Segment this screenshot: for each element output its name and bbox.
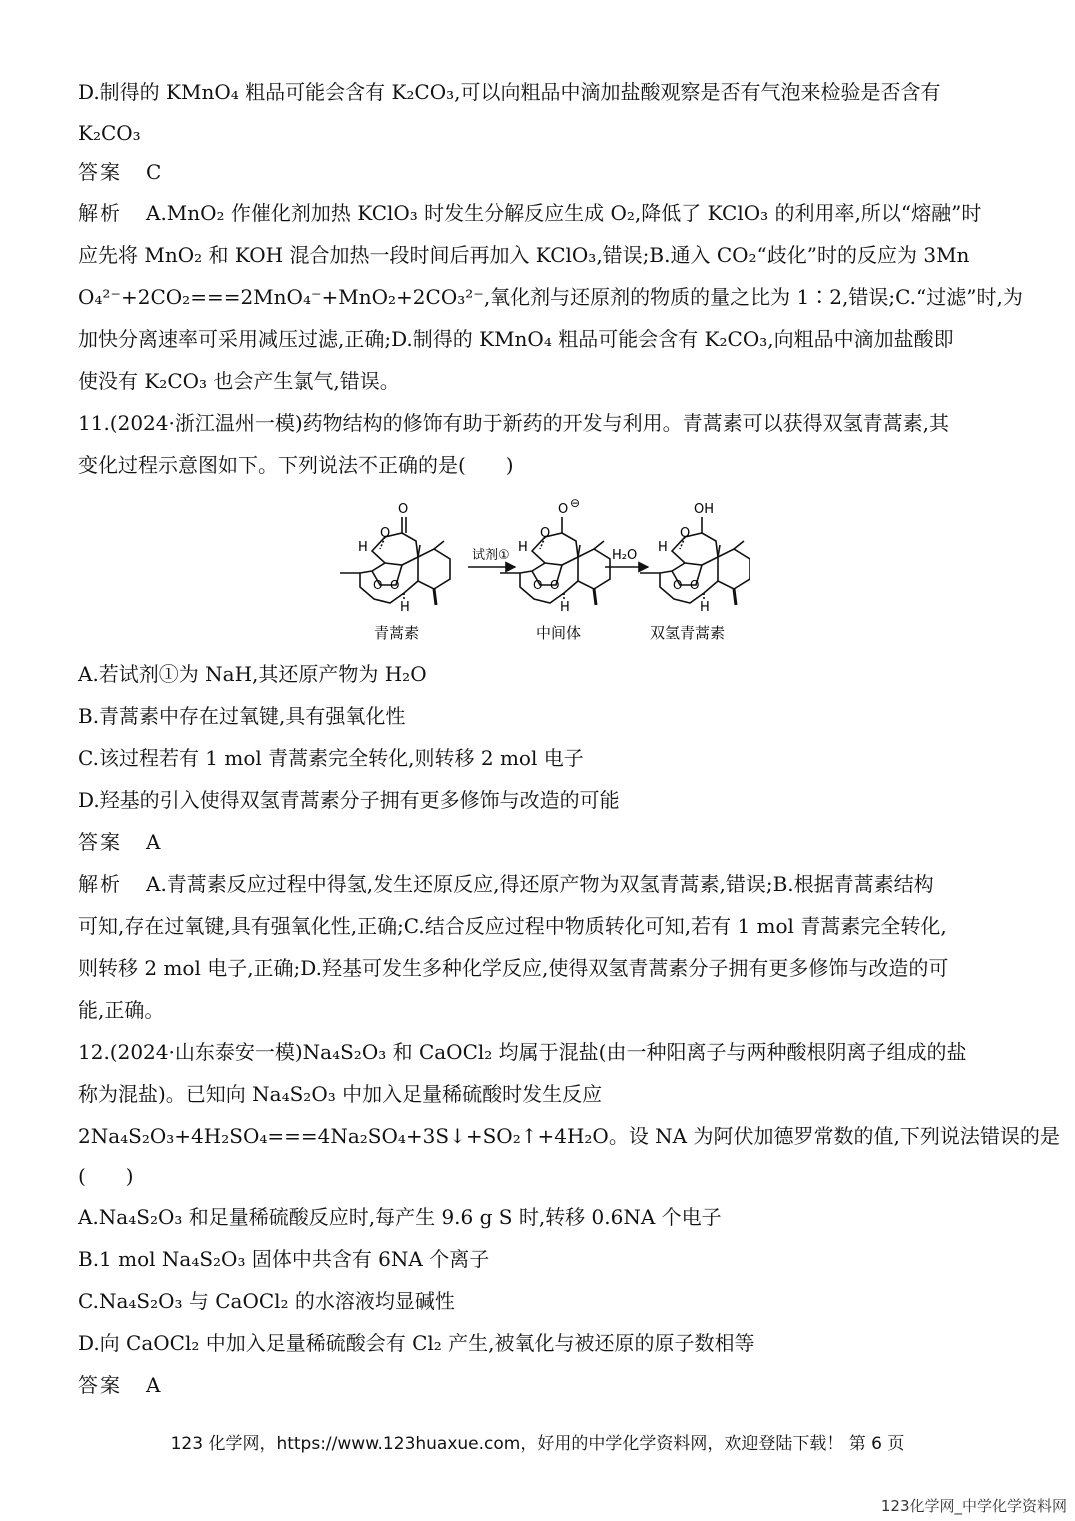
name-intermediate: 中间体	[536, 624, 582, 642]
svg-text:O: O	[373, 578, 383, 592]
page-footer: 123 化学网，https://www.123huaxue.com，好用的中学化学资料网，欢迎登陆下载！ 第 6 页	[170, 1434, 905, 1454]
analysis-line	[78, 201, 981, 225]
text-line: A.Na₄S₂O₃ 和足量稀硫酸反应时,每产生 9.6 g S 时,转移 0.6NA 个电子	[78, 1205, 722, 1229]
line-body: A.MnO₂ 作催化剂加热 KClO₃ 时发生分解反应生成 O₂,降低了 KClO₃ 的利用率,所以“熔融”时	[146, 201, 982, 225]
text-line: O₄²⁻+2CO₂===2MnO₄⁻+MnO₂+2CO₃²⁻,氧化剂与还原剂的物质的量之比为 1∶2,错误;C.“过滤”时,为	[78, 285, 1023, 309]
text-line: 2Na₄S₂O₃+4H₂SO₄===4Na₂SO₄+3S↓+SO₂↑+4H₂O。设 NA 为阿伏加德罗常数的值,下列说法错误的是	[78, 1124, 1060, 1148]
svg-text:H: H	[700, 600, 710, 615]
text-line: D.羟基的引入使得双氢青蒿素分子拥有更多修饰与改造的可能	[78, 788, 620, 812]
answer-line	[78, 830, 160, 854]
line-body: C	[146, 160, 162, 184]
text-line: 加快分离速率可采用减压过滤,正确;D.制得的 KMnO₄ 粗品可能会含有 K₂CO₃,向粗品中滴加盐酸即	[78, 327, 954, 351]
molecule-artemisinin	[340, 502, 450, 642]
answer-line	[78, 160, 161, 184]
line-body: A.青蒿素反应过程中得氢,发生还原反应,得还原产物为双氢青蒿素,错误;B.根据青蒿素结构	[146, 872, 934, 896]
text-line: ( )	[78, 1164, 134, 1188]
atom-o: O	[398, 502, 409, 517]
text-line: B.1 mol Na₄S₂O₃ 固体中共含有 6NA 个离子	[78, 1247, 490, 1271]
svg-text:O: O	[540, 526, 551, 541]
reaction-scheme	[330, 493, 750, 653]
line-label: 答案	[78, 160, 122, 184]
text-line: D.向 CaOCl₂ 中加入足量稀硫酸会有 Cl₂ 产生,被氧化与被还原的原子数相等	[78, 1331, 755, 1355]
svg-text:H: H	[560, 600, 570, 615]
text-line: A.若试剂①为 NaH,其还原产物为 H₂O	[78, 662, 427, 686]
text-line: C.Na₄S₂O₃ 与 CaOCl₂ 的水溶液均显碱性	[78, 1289, 455, 1313]
svg-text:H: H	[658, 540, 668, 555]
text-line: C.该过程若有 1 mol 青蒿素完全转化,则转移 2 mol 电子	[78, 746, 584, 770]
svg-text:O: O	[673, 578, 683, 592]
svg-text:H: H	[358, 540, 368, 555]
svg-text:H: H	[518, 540, 528, 555]
svg-text:O: O	[558, 502, 569, 517]
negative-charge: ⊖	[570, 496, 581, 510]
molecule-intermediate	[500, 496, 610, 642]
text-line: 则转移 2 mol 电子,正确;D.羟基可发生多种化学反应,使得双氢青蒿素分子拥有更多修饰与改造的可	[78, 956, 949, 980]
answer-line	[78, 1373, 160, 1397]
molecule-dihydroartemisinin	[640, 502, 750, 642]
svg-text:O: O	[550, 578, 560, 592]
line-label: 解析	[78, 201, 122, 225]
text-line: B.青蒿素中存在过氧键,具有强氧化性	[78, 704, 406, 728]
line-body: A	[146, 1373, 161, 1397]
text-line: 称为混盐)。已知向 Na₄S₂O₃ 中加入足量稀硫酸时发生反应	[78, 1082, 603, 1106]
hydroxyl: OH	[694, 502, 715, 517]
text-line: 应先将 MnO₂ 和 KOH 混合加热一段时间后再加入 KClO₃,错误;B.通入 CO₂“歧化”时的反应为 3Mn	[78, 243, 970, 267]
text-line: 可知,存在过氧键,具有强氧化性,正确;C.结合反应过程中物质转化可知,若有 1 mol 青蒿素完全转化,	[78, 914, 947, 938]
text-line: 11.(2024·浙江温州一模)药物结构的修饰有助于新药的开发与利用。青蒿素可以获得双氢青蒿素,其	[78, 411, 950, 435]
arrow-2	[605, 548, 648, 567]
svg-text:O: O	[380, 526, 391, 541]
svg-text:O: O	[690, 578, 700, 592]
text-line: 12.(2024·山东泰安一模)Na₄S₂O₃ 和 CaOCl₂ 均属于混盐(由一种阳离子与两种酸根阴离子组成的盐	[78, 1040, 967, 1064]
line-label: 解析	[78, 872, 122, 896]
text-line: D.制得的 KMnO₄ 粗品可能会含有 K₂CO₃,可以向粗品中滴加盐酸观察是否有气泡来检验是否含有	[78, 80, 941, 104]
svg-text:O: O	[390, 578, 400, 592]
name-qinghaosu: 青蒿素	[374, 624, 420, 642]
reagent-2: H₂O	[612, 548, 638, 563]
text-line: 能,正确。	[78, 998, 165, 1022]
name-dihydroartemisinin: 双氢青蒿素	[650, 624, 726, 642]
svg-text:O: O	[533, 578, 543, 592]
arrow-1	[468, 548, 515, 567]
text-line: K₂CO₃	[78, 121, 141, 145]
text-line: 变化过程示意图如下。下列说法不正确的是( )	[78, 453, 514, 477]
analysis-line	[78, 872, 934, 896]
line-label: 答案	[78, 830, 122, 854]
text-line: 使没有 K₂CO₃ 也会产生氯气,错误。	[78, 369, 400, 393]
reagent-1: 试剂①	[472, 548, 510, 563]
svg-text:H: H	[400, 600, 410, 615]
line-body: A	[146, 830, 161, 854]
site-watermark: 123化学网_中学化学资料网	[880, 1497, 1067, 1515]
svg-text:O: O	[680, 526, 691, 541]
line-label: 答案	[78, 1373, 122, 1397]
